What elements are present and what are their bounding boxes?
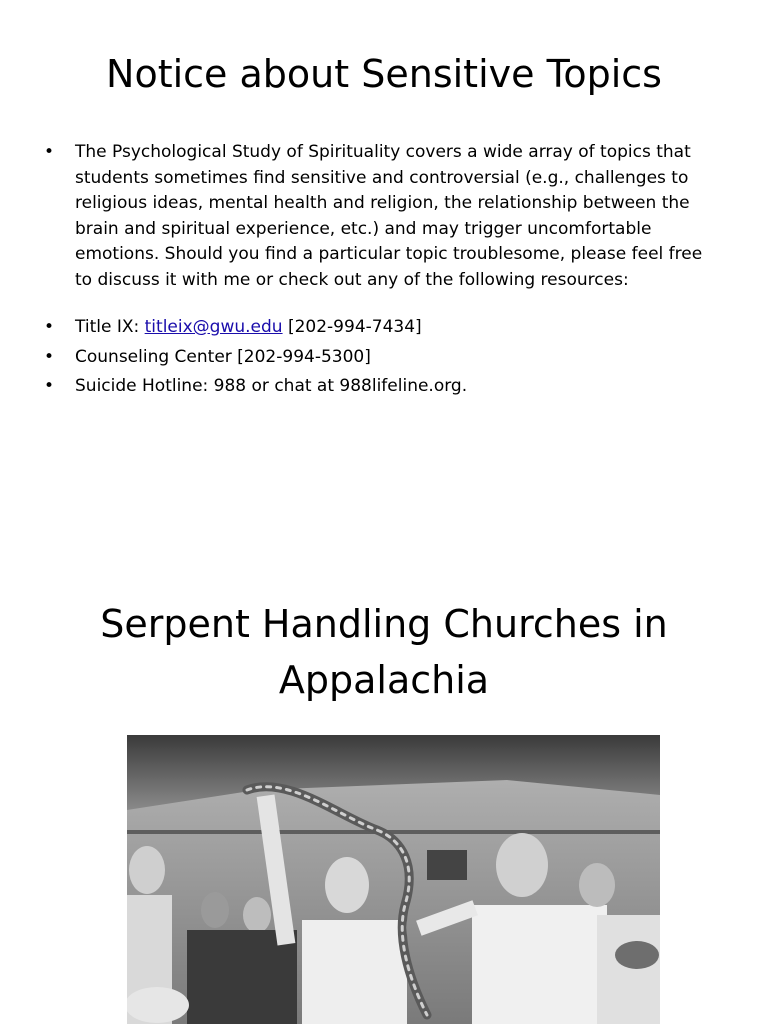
intro-paragraph: • The Psychological Study of Spirituality covers a wide array of topics that students sometimes find sensitive and controversial (e.g., challenges to religious ideas, mental health and religion, the relationship between the brain and spiritual experience, etc.) and may trigger uncomfortable emotions. Should you find a particular topic troublesome, please feel free to discuss it with me or check out any of the following resources: <box>44 140 724 293</box>
resource-suicide-hotline: • Suicide Hotline: 988 or chat at 988lifeline.org. <box>44 374 724 400</box>
serpent-handling-photo <box>127 735 660 1024</box>
slide-2-title: Serpent Handling Churches in Appalachia <box>100 602 668 702</box>
notice-bullet-list <box>44 140 724 404</box>
title-ix-label: Title IX: <box>75 317 145 337</box>
title-ix-email-link[interactable]: titleix@gwu.edu <box>144 317 283 337</box>
resource-title-ix <box>44 315 724 341</box>
resource-counseling-center: • Counseling Center [202-994-5300] <box>44 345 724 371</box>
slide-title: Notice about Sensitive Topics <box>106 52 662 96</box>
title-ix-phone: [202-994-7434] <box>282 317 422 337</box>
